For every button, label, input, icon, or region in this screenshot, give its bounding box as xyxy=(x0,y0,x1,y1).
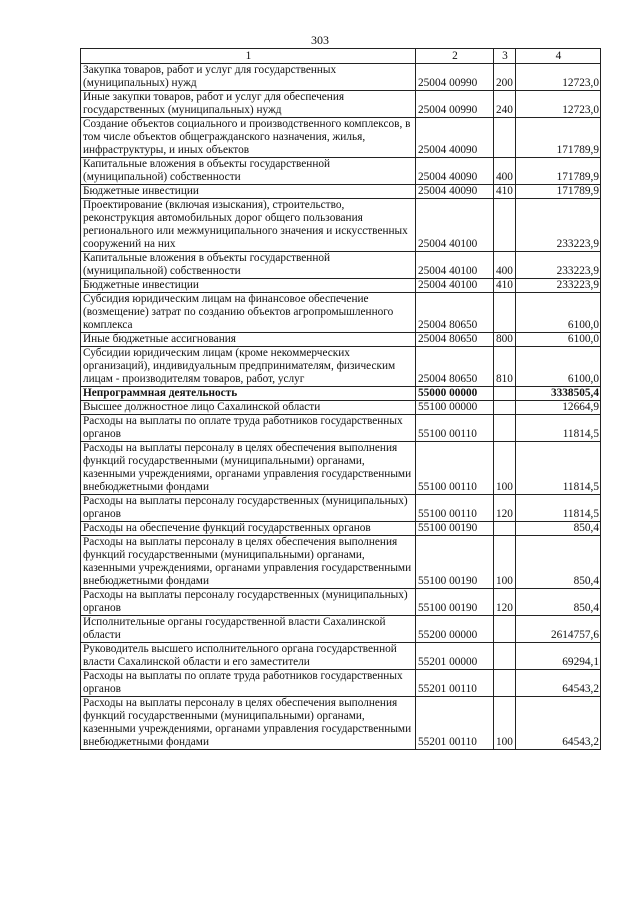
table-row xyxy=(81,536,601,589)
row-expense-type: 100 xyxy=(494,536,516,589)
table-row xyxy=(81,252,601,279)
row-target-code: 55200 00000 xyxy=(416,616,494,643)
table-row xyxy=(81,589,601,616)
row-amount: 12723,0 xyxy=(516,64,601,91)
row-target-code: 55201 00110 xyxy=(416,697,494,750)
row-target-code: 55100 00110 xyxy=(416,495,494,522)
row-amount: 850,4 xyxy=(516,589,601,616)
row-amount: 64543,2 xyxy=(516,670,601,697)
row-name: Создание объектов социального и производственного комплексов, в том числе объектов общегражданского назначения, жилья, инфраструктуры, и иных объектов xyxy=(81,118,416,158)
row-expense-type xyxy=(494,670,516,697)
row-expense-type xyxy=(494,387,516,401)
row-target-code: 25004 80650 xyxy=(416,333,494,347)
row-target-code: 55201 00110 xyxy=(416,670,494,697)
row-name: Бюджетные инвестиции xyxy=(81,185,416,199)
row-expense-type: 100 xyxy=(494,697,516,750)
column-header-2: 2 xyxy=(416,49,494,64)
row-expense-type xyxy=(494,401,516,415)
budget-table xyxy=(80,48,601,750)
row-target-code: 25004 40090 xyxy=(416,185,494,199)
row-name: Руководитель высшего исполнительного органа государственной власти Сахалинской области и его заместители xyxy=(81,643,416,670)
row-expense-type: 800 xyxy=(494,333,516,347)
row-expense-type: 120 xyxy=(494,495,516,522)
row-name: Расходы на выплаты по оплате труда работников государственных органов xyxy=(81,670,416,697)
row-name: Расходы на выплаты персоналу государственных (муниципальных) органов xyxy=(81,495,416,522)
table-row xyxy=(81,670,601,697)
row-amount: 69294,1 xyxy=(516,643,601,670)
table-row xyxy=(81,415,601,442)
row-amount: 11814,5 xyxy=(516,442,601,495)
table-row xyxy=(81,522,601,536)
row-expense-type: 400 xyxy=(494,252,516,279)
row-name: Высшее должностное лицо Сахалинской области xyxy=(81,401,416,415)
row-expense-type xyxy=(494,522,516,536)
table-row xyxy=(81,616,601,643)
row-expense-type xyxy=(494,293,516,333)
row-target-code: 55100 00190 xyxy=(416,589,494,616)
table-row xyxy=(81,279,601,293)
row-target-code: 55100 00110 xyxy=(416,415,494,442)
table-row xyxy=(81,64,601,91)
table-row xyxy=(81,495,601,522)
table-row xyxy=(81,401,601,415)
row-amount: 64543,2 xyxy=(516,697,601,750)
column-number-row xyxy=(81,49,601,64)
row-target-code: 55000 00000 xyxy=(416,387,494,401)
row-amount: 11814,5 xyxy=(516,415,601,442)
column-header-3: 3 xyxy=(494,49,516,64)
row-target-code: 55201 00000 xyxy=(416,643,494,670)
row-name: Расходы на обеспечение функций государственных органов xyxy=(81,522,416,536)
row-name: Иные закупки товаров, работ и услуг для обеспечения государственных (муниципальных) нужд xyxy=(81,91,416,118)
row-amount: 233223,9 xyxy=(516,252,601,279)
row-amount: 3338505,4 xyxy=(516,387,601,401)
row-expense-type xyxy=(494,199,516,252)
table-row xyxy=(81,293,601,333)
table-row xyxy=(81,199,601,252)
row-amount: 6100,0 xyxy=(516,333,601,347)
row-amount: 850,4 xyxy=(516,522,601,536)
table-row xyxy=(81,442,601,495)
row-expense-type: 200 xyxy=(494,64,516,91)
row-name: Исполнительные органы государственной власти Сахалинской области xyxy=(81,616,416,643)
row-amount: 850,4 xyxy=(516,536,601,589)
table-row xyxy=(81,387,601,401)
row-amount: 171789,9 xyxy=(516,185,601,199)
row-expense-type: 240 xyxy=(494,91,516,118)
page-number: 303 xyxy=(311,33,329,47)
table-row xyxy=(81,185,601,199)
row-expense-type: 810 xyxy=(494,347,516,387)
row-target-code: 55100 00190 xyxy=(416,522,494,536)
row-target-code: 55100 00190 xyxy=(416,536,494,589)
row-amount: 11814,5 xyxy=(516,495,601,522)
row-amount: 6100,0 xyxy=(516,347,601,387)
row-expense-type: 410 xyxy=(494,185,516,199)
row-name: Бюджетные инвестиции xyxy=(81,279,416,293)
row-expense-type xyxy=(494,616,516,643)
row-target-code: 25004 80650 xyxy=(416,347,494,387)
row-expense-type: 120 xyxy=(494,589,516,616)
row-amount: 12664,9 xyxy=(516,401,601,415)
row-amount: 171789,9 xyxy=(516,158,601,185)
row-amount: 2614757,6 xyxy=(516,616,601,643)
row-target-code: 25004 40100 xyxy=(416,279,494,293)
row-name: Непрограммная деятельность xyxy=(81,387,416,401)
row-target-code: 25004 00990 xyxy=(416,64,494,91)
row-name: Закупка товаров, работ и услуг для государственных (муниципальных) нужд xyxy=(81,64,416,91)
row-amount: 171789,9 xyxy=(516,118,601,158)
table-row xyxy=(81,158,601,185)
row-amount: 12723,0 xyxy=(516,91,601,118)
row-amount: 6100,0 xyxy=(516,293,601,333)
row-target-code: 25004 40090 xyxy=(416,158,494,185)
row-name: Субсидия юридическим лицам на финансовое обеспечение (возмещение) затрат по созданию объектов агропромышленного комплекса xyxy=(81,293,416,333)
row-name: Капитальные вложения в объекты государственной (муниципальной) собственности xyxy=(81,252,416,279)
row-expense-type: 400 xyxy=(494,158,516,185)
table-body xyxy=(81,64,601,750)
row-name: Иные бюджетные ассигнования xyxy=(81,333,416,347)
table-row xyxy=(81,347,601,387)
row-name: Расходы на выплаты персоналу в целях обеспечения выполнения функций государственными (муниципальными) органами, казенными учреждениями, органами управления государственными внебюджетными фондами xyxy=(81,442,416,495)
row-name: Капитальные вложения в объекты государственной (муниципальной) собственности xyxy=(81,158,416,185)
table-row xyxy=(81,118,601,158)
row-amount: 233223,9 xyxy=(516,279,601,293)
row-target-code: 25004 40100 xyxy=(416,199,494,252)
table-row xyxy=(81,333,601,347)
row-expense-type: 100 xyxy=(494,442,516,495)
row-target-code: 55100 00000 xyxy=(416,401,494,415)
column-header-1: 1 xyxy=(81,49,416,64)
row-name: Расходы на выплаты по оплате труда работников государственных органов xyxy=(81,415,416,442)
table-row xyxy=(81,643,601,670)
row-name: Расходы на выплаты персоналу в целях обеспечения выполнения функций государственными (муниципальными) органами, казенными учреждениями, органами управления государственными внебюджетными фондами xyxy=(81,536,416,589)
row-target-code: 55100 00110 xyxy=(416,442,494,495)
table-row xyxy=(81,697,601,750)
row-name: Субсидии юридическим лицам (кроме некоммерческих организаций), индивидуальным предпринимателям, физическим лицам - производителям товаров, работ, услуг xyxy=(81,347,416,387)
row-amount: 233223,9 xyxy=(516,199,601,252)
row-expense-type: 410 xyxy=(494,279,516,293)
row-target-code: 25004 40090 xyxy=(416,118,494,158)
row-target-code: 25004 40100 xyxy=(416,252,494,279)
row-expense-type xyxy=(494,118,516,158)
row-name: Расходы на выплаты персоналу государственных (муниципальных) органов xyxy=(81,589,416,616)
row-name: Расходы на выплаты персоналу в целях обеспечения выполнения функций государственными (муниципальными) органами, казенными учреждениями, органами управления государственными внебюджетными фондами xyxy=(81,697,416,750)
row-name: Проектирование (включая изыскания), строительство, реконструкция автомобильных дорог общего пользования регионального или межмуниципального значения и искусственных сооружений на них xyxy=(81,199,416,252)
row-target-code: 25004 80650 xyxy=(416,293,494,333)
row-expense-type xyxy=(494,415,516,442)
table-row xyxy=(81,91,601,118)
row-target-code: 25004 00990 xyxy=(416,91,494,118)
column-header-4: 4 xyxy=(516,49,601,64)
row-expense-type xyxy=(494,643,516,670)
